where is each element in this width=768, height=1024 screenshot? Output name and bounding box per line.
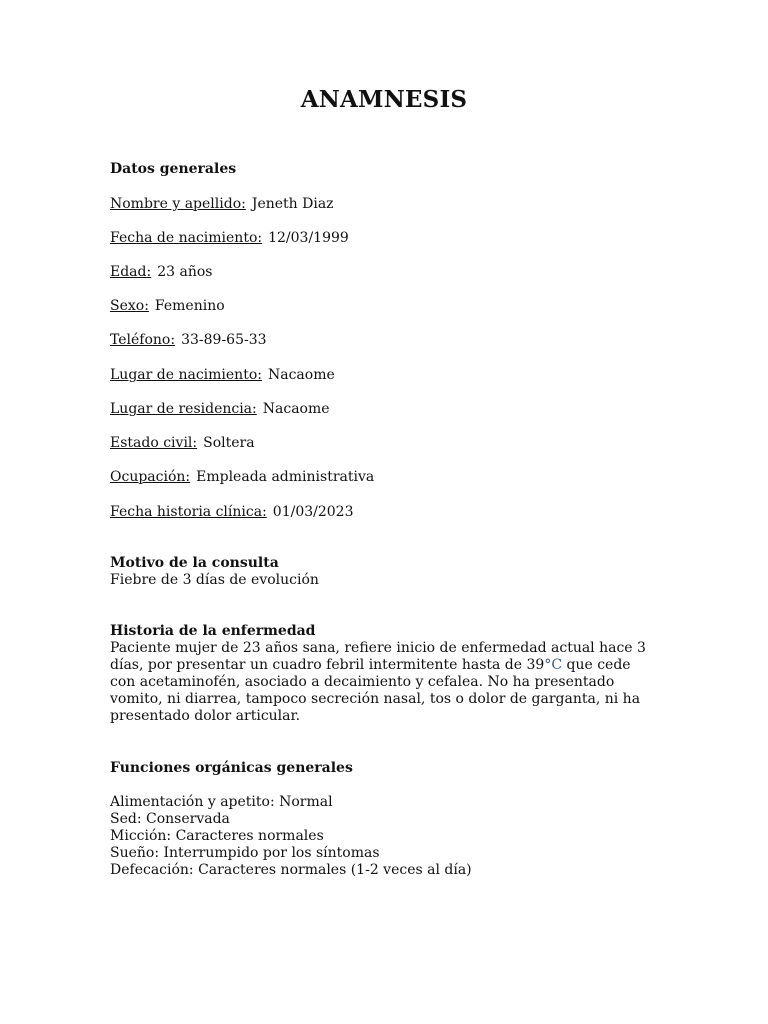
field-phone bbox=[110, 332, 267, 348]
field-birthplace-value: Nacaome bbox=[267, 367, 335, 383]
field-sex-label: Sexo: bbox=[110, 298, 149, 314]
field-occupation bbox=[110, 469, 374, 485]
field-sex bbox=[110, 298, 225, 314]
field-age bbox=[110, 264, 212, 280]
field-phone-value: 33-89-65-33 bbox=[181, 332, 267, 348]
function-line: Defecación: Caracteres normales (1-2 veces al día) bbox=[110, 862, 472, 878]
history-paragraph bbox=[110, 640, 650, 725]
history-heading: Historia de la enfermedad bbox=[110, 623, 316, 639]
consult-text: Fiebre de 3 días de evolución bbox=[110, 572, 319, 588]
field-occupation-label: Ocupación: bbox=[110, 469, 191, 485]
field-age-label: Edad: bbox=[110, 264, 152, 280]
function-line: Sueño: Interrumpido por los síntomas bbox=[110, 845, 380, 861]
field-residence bbox=[110, 401, 330, 417]
field-civil-status bbox=[110, 435, 255, 451]
field-name bbox=[110, 196, 334, 212]
field-name-label: Nombre y apellido: bbox=[110, 196, 246, 212]
field-civil-status-value: Soltera bbox=[203, 435, 255, 451]
field-name-value: Jeneth Diaz bbox=[251, 196, 334, 212]
function-line: Alimentación y apetito: Normal bbox=[110, 794, 333, 810]
field-birthplace-label: Lugar de nacimiento: bbox=[110, 367, 262, 383]
field-age-value: 23 años bbox=[157, 264, 213, 280]
field-sex-value: Femenino bbox=[154, 298, 225, 314]
general-data-heading: Datos generales bbox=[110, 161, 237, 177]
field-civil-status-label: Estado civil: bbox=[110, 435, 198, 451]
field-residence-label: Lugar de residencia: bbox=[110, 401, 257, 417]
functions-heading: Funciones orgánicas generales bbox=[110, 760, 353, 776]
functions-list bbox=[110, 794, 650, 879]
field-birthdate-value: 12/03/1999 bbox=[268, 230, 349, 246]
field-history-date-value: 01/03/2023 bbox=[272, 504, 354, 520]
degree-unit: °C bbox=[544, 657, 563, 673]
field-residence-value: Nacaome bbox=[262, 401, 330, 417]
field-history-date-label: Fecha historia clínica: bbox=[110, 504, 267, 520]
field-phone-label: Teléfono: bbox=[110, 332, 176, 348]
field-birthdate bbox=[110, 230, 349, 246]
history-text-after: que cede con acetaminofén, asociado a decaimiento y cefalea. No ha presentado vomito, ni diarrea, tampoco secreción nasal, tos o dolor de garganta, ni ha presentado dolor articular. bbox=[110, 657, 641, 724]
history-text-before: Paciente mujer de 23 años sana, refiere inicio de enfermedad actual hace 3 días, por presentar un cuadro febril intermitente hasta de 39 bbox=[110, 640, 646, 673]
document-title: ANAMNESIS bbox=[300, 86, 468, 113]
field-birthplace bbox=[110, 367, 335, 383]
consult-heading: Motivo de la consulta bbox=[110, 555, 279, 571]
function-line: Micción: Caracteres normales bbox=[110, 828, 324, 844]
field-history-date bbox=[110, 504, 354, 520]
field-occupation-value: Empleada administrativa bbox=[196, 469, 375, 485]
function-line: Sed: Conservada bbox=[110, 811, 230, 827]
field-birthdate-label: Fecha de nacimiento: bbox=[110, 230, 263, 246]
